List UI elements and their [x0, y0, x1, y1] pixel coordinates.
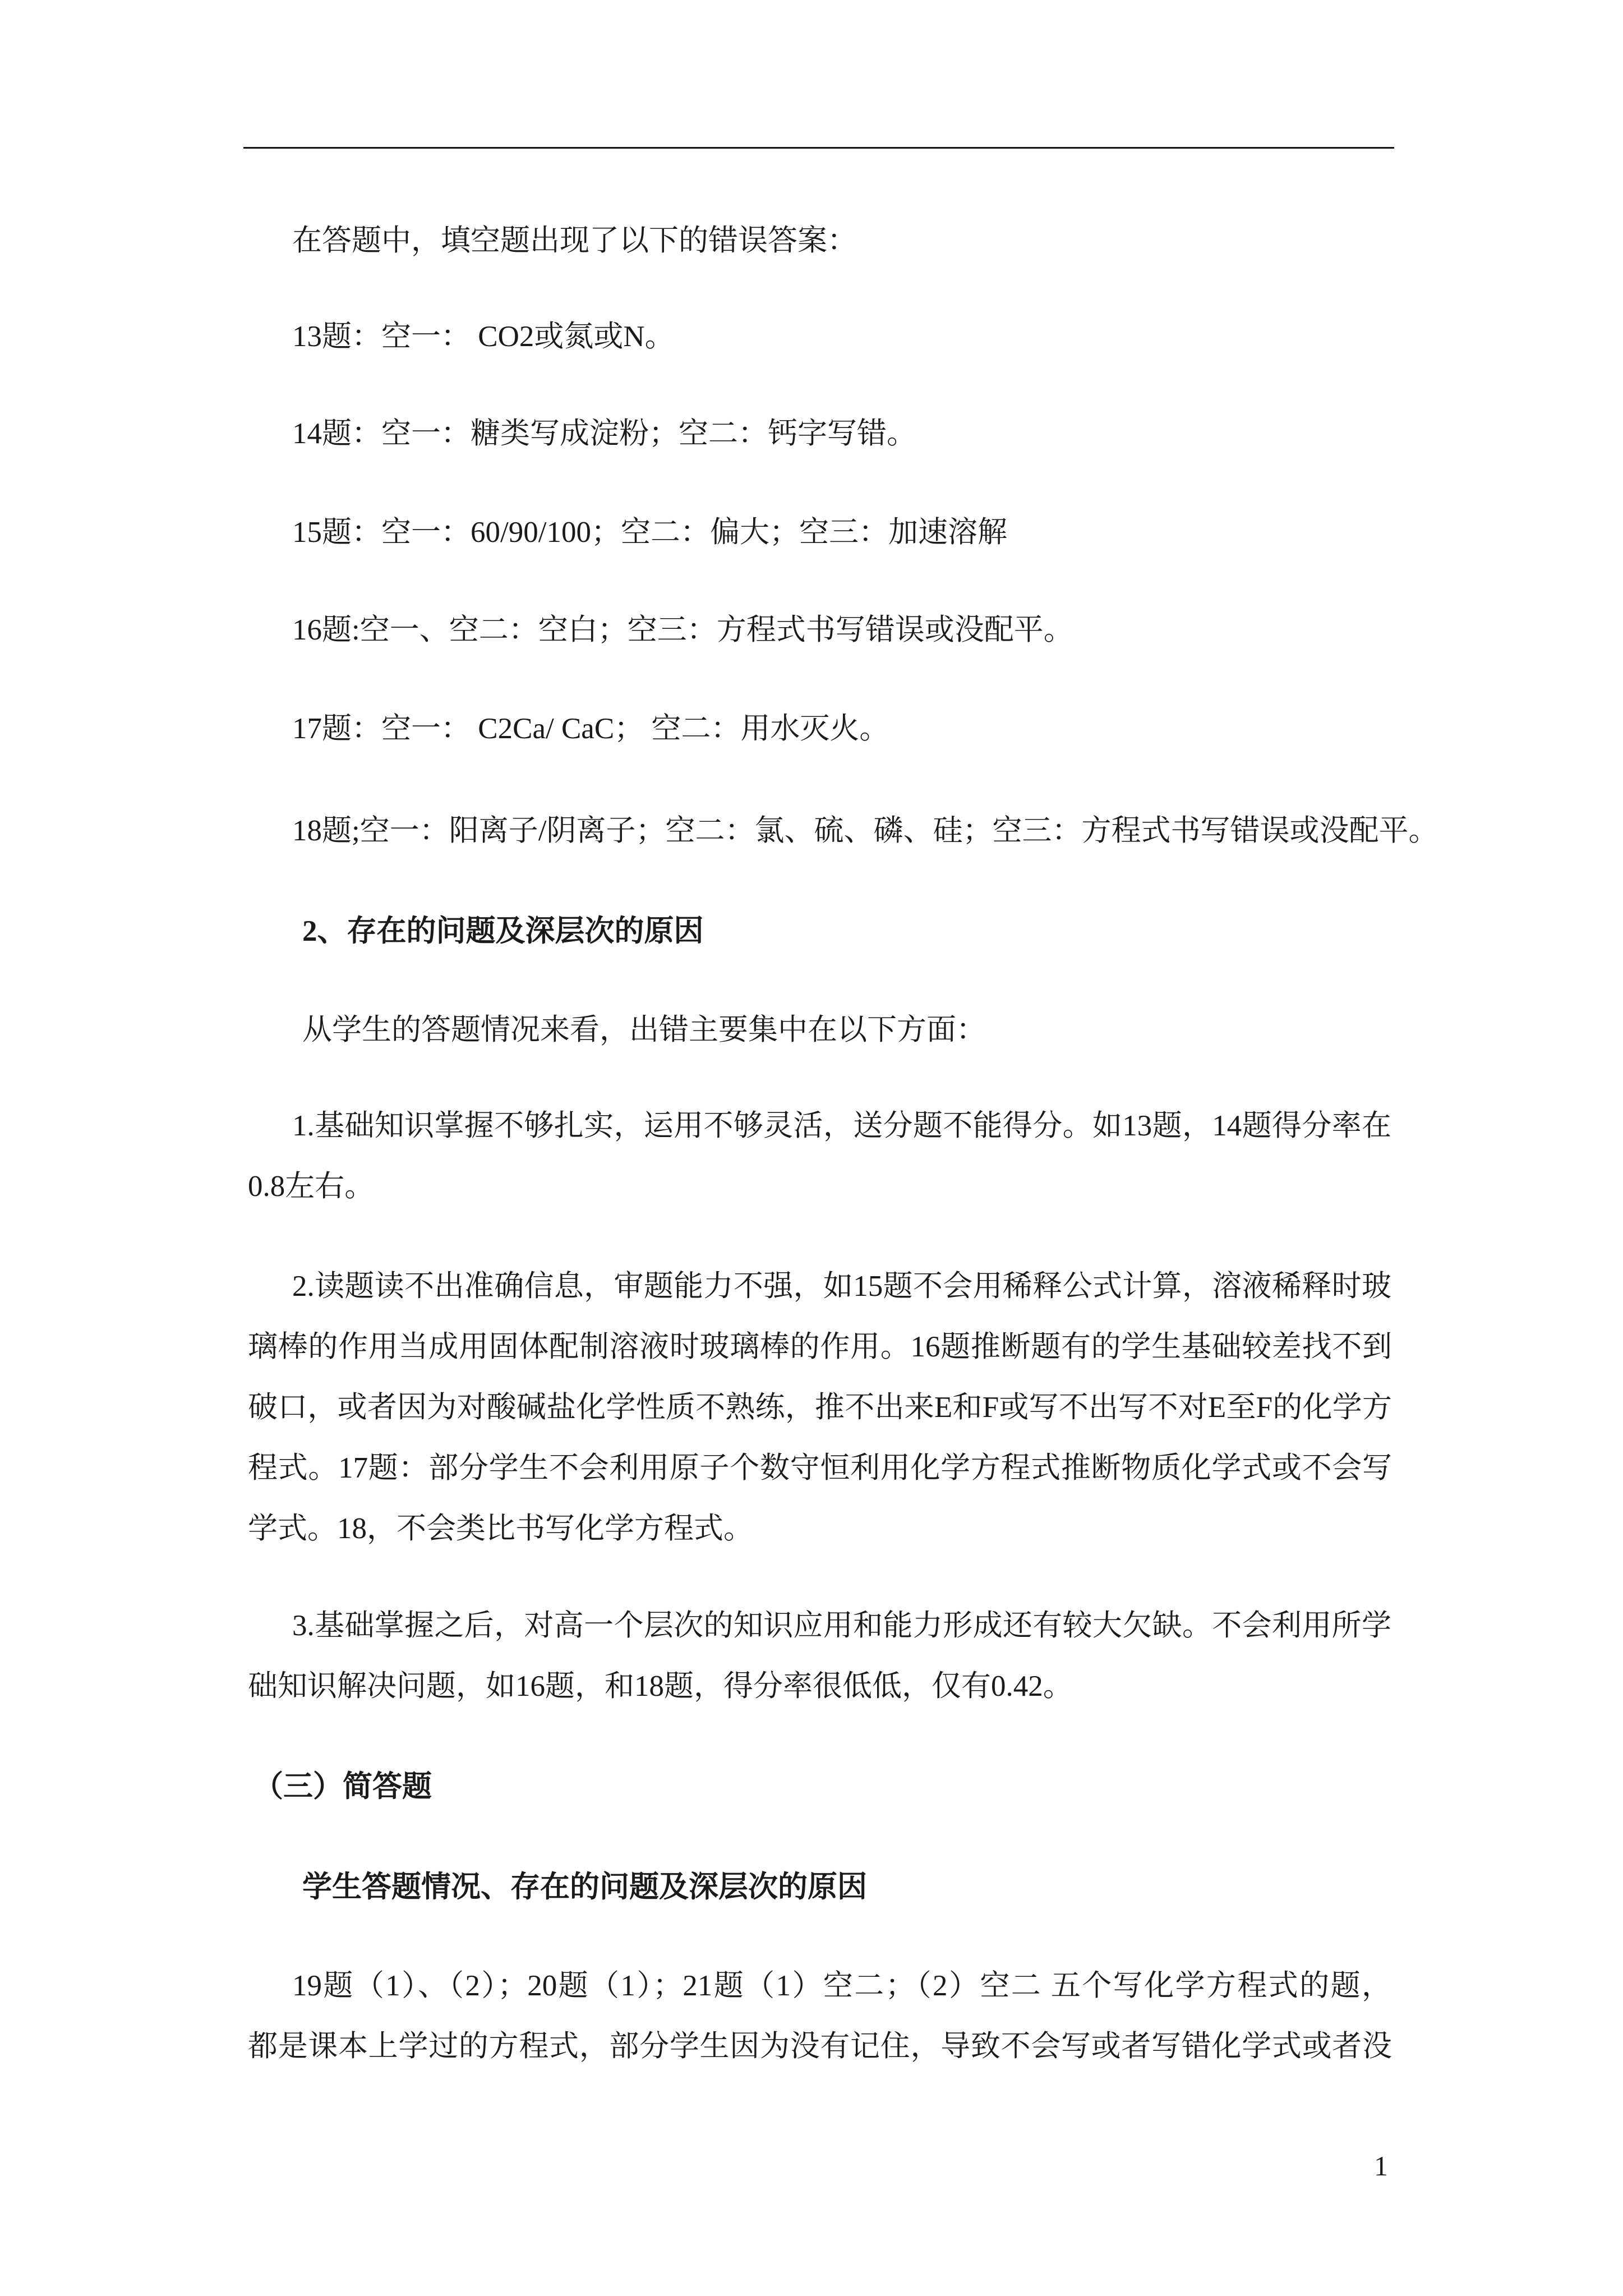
point-2-line-4: 程式。17题：部分学生不会利用原子个数守恒利用化学方程式推断物质化学式或不会写	[248, 1452, 1392, 1484]
answer-13: 13题：空一： CO2或氮或N。	[292, 320, 675, 353]
point-1-line-1: 1.基础知识掌握不够扎实，运用不够灵活，送分题不能得分。如13题，14题得分率在	[292, 1110, 1391, 1142]
point-2-line-5: 学式。18，不会类比书写化学方程式。	[248, 1512, 753, 1545]
section-3-para-line-2: 都是课本上学过的方程式，部分学生因为没有记住，导致不会写或者写错化学式或者没	[248, 2030, 1392, 2063]
section-3-subheading: 学生答题情况、存在的问题及深层次的原因	[302, 1871, 867, 1903]
section-2-heading: 2、存在的问题及深层次的原因	[302, 915, 704, 947]
answer-16: 16题:空一、空二：空白；空三：方程式书写错误或没配平。	[292, 614, 1073, 646]
point-3-line-1: 3.基础掌握之后，对高一个层次的知识应用和能力形成还有较大欠缺。不会利用所学	[292, 1609, 1391, 1642]
section-3-para-line-1: 19题（1）、（2）；20题（1）；21题（1）空二；（2）空二 五个写化学方程式的题，	[292, 1970, 1391, 2002]
answer-17: 17题：空一： C2Ca/ CaC； 空二：用水灭火。	[292, 712, 889, 745]
answer-18: 18题;空一：阳离子/阴离子；空二：氯、硫、磷、硅；空三：方程式书写错误或没配平。	[292, 815, 1438, 847]
section-3-heading: （三）简答题	[253, 1770, 432, 1803]
point-2-line-3: 破口，或者因为对酸碱盐化学性质不熟练，推不出来E和F或写不出写不对E至F的化学方	[248, 1391, 1392, 1424]
point-2-line-2: 璃棒的作用当成用固体配制溶液时玻璃棒的作用。16题推断题有的学生基础较差找不到	[248, 1331, 1392, 1363]
answer-15: 15题：空一：60/90/100；空二：偏大；空三：加速溶解	[292, 516, 1007, 549]
point-2-line-1: 2.读题读不出准确信息，审题能力不强，如15题不会用稀释公式计算，溶液稀释时玻	[292, 1270, 1391, 1303]
section-2-lead: 从学生的答题情况来看，出错主要集中在以下方面：	[302, 1014, 986, 1046]
point-3-line-2: 础知识解决问题，如16题，和18题，得分率很低低，仅有0.42。	[248, 1670, 1073, 1703]
point-1-line-2: 0.8左右。	[248, 1170, 375, 1203]
header-rule	[243, 147, 1394, 149]
answer-14: 14题：空一：糖类写成淀粉；空二：钙字写错。	[292, 417, 916, 450]
page-number: 1	[1374, 2150, 1388, 2182]
intro-text: 在答题中，填空题出现了以下的错误答案：	[292, 224, 857, 257]
